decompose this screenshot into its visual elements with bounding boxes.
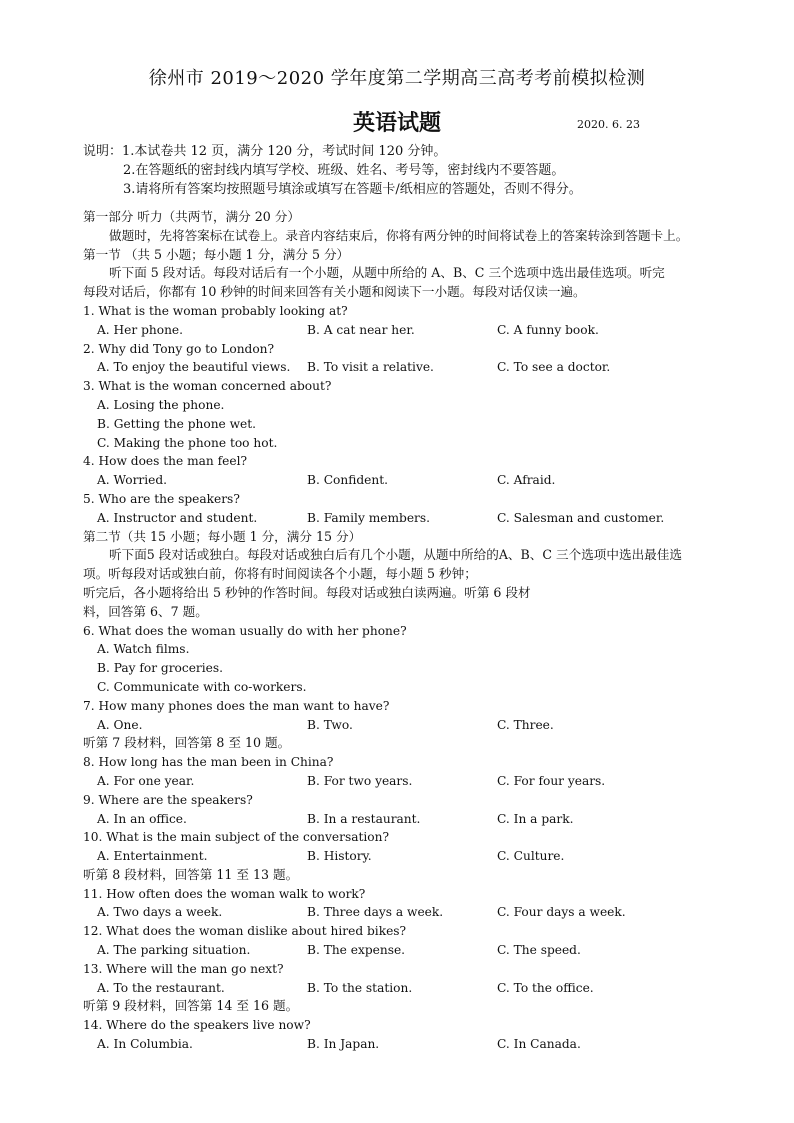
option-a: A. Watch films. [97,642,190,657]
option-a: A. Instructor and student. [97,510,258,525]
section-heading: 第一节 （共 5 小题；每小题 1 分，满分 5 分） [83,246,350,262]
options-row [83,358,713,377]
options-row [83,941,713,960]
question: 11. How often does the woman walk to work? [83,886,366,901]
material-heading: 听第 9 段材料，回答第 14 至 16 题。 [83,998,299,1014]
option-c: C. For four years. [497,773,606,788]
option-c: C. Making the phone too hot. [97,435,278,450]
section-heading: 第二节（共 15 小题；每小题 1 分，满分 15 分） [83,528,362,544]
option-a: A. To the restaurant. [97,980,225,995]
instruction-text: 听下面 5 段对话。每段对话后有一个小题，从题中所给的 A、B、C 三个选项中选出最佳选项。听完 [109,265,665,281]
option-b: B. Two. [307,717,353,732]
options-row [83,810,713,829]
option-a: A. For one year. [97,773,195,788]
instruction-text: 每段对话后，你都有 10 秒钟的时间来回答有关小题和阅读下一小题。每段对话仅读一遍。 [83,284,586,300]
options-row [83,979,713,998]
option-a: A. Losing the phone. [97,397,225,412]
option-c: C. A funny book. [497,322,599,337]
option-b: B. Getting the phone wet. [97,416,257,431]
option-a: A. Two days a week. [97,905,223,920]
subject-title: 英语试题 [352,110,441,136]
note-line: 说明：1.本试卷共 12 页，满分 120 分，考试时间 120 分钟。 [83,144,447,159]
option-c: C. The speed. [497,943,581,958]
note-line: 3.请将所有答案均按照题号填涂或填写在答题卡/纸相应的答题处，否则不得分。 [123,182,582,197]
option-c: C. Three. [497,717,554,732]
option-a: A. In an office. [97,811,187,826]
question: 4. How does the man feel? [83,454,248,469]
question: 10. What is the main subject of the conversation? [83,830,389,845]
options-row [83,321,713,340]
exam-title: 徐州市 2019～2020 学年度第二学期高三高考考前模拟检测 [148,68,646,89]
listening-section [83,208,713,1054]
instruction-text: 项。听每段对话或独白前，你将有时间阅读各个小题，每小题 5 秒钟； [83,566,477,582]
material-heading: 听第 8 段材料，回答第 11 至 13 题。 [83,866,299,882]
option-c: C. Communicate with co-workers. [97,679,307,694]
instruction-text: 料，回答第 6、7 题。 [83,603,208,619]
option-b: B. Pay for groceries. [97,661,223,676]
option-b: B. Three days a week. [307,905,444,920]
option-a: A. Entertainment. [97,849,208,864]
option-c: C. Afraid. [497,473,556,488]
options-row [83,509,713,528]
options-row [83,471,713,490]
option-c: C. In Canada. [497,1037,581,1052]
question: 5. Who are the speakers? [83,491,240,506]
option-b: B. A cat near her. [307,322,415,337]
option-c: C. To see a doctor. [497,360,611,375]
option-b: B. To the station. [307,980,413,995]
option-b: B. In Japan. [307,1037,380,1052]
option-a: A. The parking situation. [97,943,251,958]
question: 13. Where will the man go next? [83,961,284,976]
option-c: C. To the office. [497,980,594,995]
options-row [83,716,713,735]
exam-date: 2020. 6. 23 [577,118,640,131]
question: 6. What does the woman usually do with her phone? [83,623,407,638]
option-b: B. The expense. [307,943,406,958]
option-b: B. For two years. [307,773,413,788]
question: 3. What is the woman concerned about? [83,379,332,394]
note-line: 2.在答题纸的密封线内填写学校、班级、姓名、考号等，密封线内不要答题。 [123,163,565,178]
question: 7. How many phones does the man want to have? [83,698,390,713]
material-heading: 听第 7 段材料，回答第 8 至 10 题。 [83,735,291,751]
option-b: B. In a restaurant. [307,811,421,826]
option-c: C. Salesman and customer. [497,510,665,525]
question: 14. Where do the speakers live now? [83,1018,311,1033]
instruction-text: 听下面5 段对话或独白。每段对话或独白后有几个小题，从题中所给的A、B、C 三个选项中选出最佳选 [109,547,682,563]
instruction-text: 听完后，各小题将给出 5 秒钟的作答时间。每段对话或独白读两遍。听第 6 段材 [83,584,531,600]
option-b: B. Confident. [307,473,388,488]
option-a: A. Her phone. [97,322,184,337]
option-b: B. To visit a relative. [307,360,434,375]
option-c: C. Four days a week. [497,905,626,920]
instructions [83,142,723,199]
option-a: A. To enjoy the beautiful views. [97,360,291,375]
question: 9. Where are the speakers? [83,792,253,807]
options-row [83,1035,713,1054]
question: 2. Why did Tony go to London? [83,341,275,356]
options-row [83,903,713,922]
part-heading: 第一部分 听力（共两节，满分 20 分） [83,209,300,224]
instruction-text: 做题时，先将答案标在试卷上。录音内容结束后，你将有两分钟的时间将试卷上的答案转涂到答题卡上。 [109,227,689,243]
question: 1. What is the woman probably looking at? [83,303,348,318]
option-c: C. Culture. [497,849,565,864]
question: 12. What does the woman dislike about hired bikes? [83,924,407,939]
option-b: B. Family members. [307,510,431,525]
question: 8. How long has the man been in China? [83,755,334,770]
option-b: B. History. [307,849,372,864]
option-a: A. Worried. [97,473,168,488]
option-a: A. One. [97,717,143,732]
options-row [83,847,713,866]
option-a: A. In Columbia. [97,1037,193,1052]
option-c: C. In a park. [497,811,574,826]
options-row [83,772,713,791]
